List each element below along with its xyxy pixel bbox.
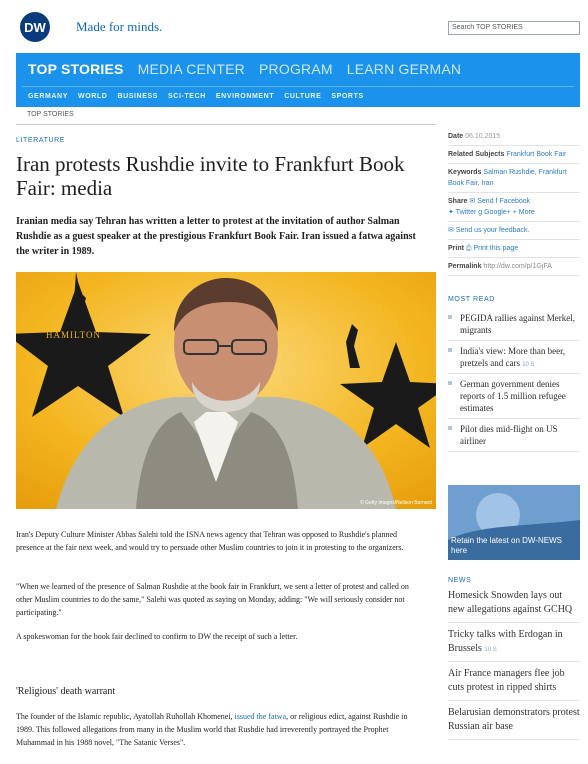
print-label: Print [448, 245, 464, 252]
print-row [448, 240, 580, 258]
nav-media-center[interactable]: MEDIA CENTER [137, 61, 245, 77]
nav-learn-german[interactable]: LEARN GERMAN [346, 61, 462, 77]
video-tag: 10 S [484, 647, 497, 653]
feedback-row [448, 222, 580, 240]
feedback-link[interactable]: ✉ Send us your feedback. [448, 227, 530, 234]
article-sidebar [448, 128, 580, 452]
news-text: Tricky talks with Erdogan in Brussels [448, 629, 563, 654]
share-google[interactable]: g Google+ [478, 209, 511, 216]
article-subhead: 'Religious' death warrant [16, 686, 116, 697]
breadcrumb[interactable]: TOP STORIES [27, 111, 74, 118]
dw-logo-mark: DW [20, 12, 50, 42]
hamilton-sign-text: HAMILTON [46, 330, 102, 340]
bullet-icon [448, 315, 452, 319]
secondary-nav [28, 93, 364, 100]
nav-top-stories[interactable]: TOP STORIES [28, 61, 124, 77]
photo-credit: © Getty Images/Neilson Barnard [359, 500, 432, 506]
paragraph-4-text: The founder of the Islamic republic, Ayatollah Ruhollah Khomenei, [16, 712, 235, 721]
dw-news-promo[interactable] [448, 485, 580, 560]
most-read-item[interactable] [448, 374, 580, 419]
most-read-item[interactable] [448, 308, 580, 341]
dw-logo[interactable] [20, 12, 68, 42]
bullet-icon [448, 381, 452, 385]
news-item[interactable] [448, 701, 580, 740]
share-send-label: Send [477, 198, 494, 205]
print-link[interactable]: ⎙ Print this page [465, 245, 519, 252]
most-read-text: PEGIDA rallies against Merkel, migrants [460, 313, 575, 335]
most-read-item[interactable] [448, 341, 580, 374]
share-google-label: Google+ [484, 209, 511, 216]
article-photo[interactable] [16, 272, 436, 509]
article-paragraph-2: "When we learned of the presence of Salman Rushdie at the book fair in Frankfurt, we sent a letter of protest and called on other Muslim countries to do the same," Salehi was quoted as saying on Monday, adding: "We will seriously consider not participating." [16, 582, 409, 617]
nav-world[interactable]: WORLD [77, 93, 108, 100]
share-twitter[interactable]: ✦ Twitter [448, 209, 477, 216]
subjects-label: Related Subjects [448, 151, 505, 158]
keywords-links[interactable]: Salman Rushdie, Frankfurt Book Fair, Iran [448, 169, 567, 187]
breadcrumb-divider [16, 124, 436, 125]
promo-text: Retain the latest on DW-NEWS here [451, 536, 563, 555]
video-tag: 10 S [522, 362, 535, 368]
print-link-label: Print this page [473, 245, 519, 252]
date-row [448, 128, 580, 146]
date-label: Date [448, 133, 464, 140]
nav-germany[interactable]: GERMANY [28, 93, 68, 100]
nav-culture[interactable]: CULTURE [284, 93, 322, 100]
bullet-icon [448, 426, 452, 430]
article-kicker[interactable]: LITERATURE [16, 137, 66, 144]
most-read-text: Pilot dies mid-flight on US airliner [460, 424, 558, 446]
nav-program[interactable]: PROGRAM [259, 61, 333, 77]
article-teaser: Iranian media say Tehran has written a letter to protest at the invitation of author Salman Rushdie as a guest speaker at the prestigious Frankfurt Book Fair. Iran issued a fatwa against the writer in 1989. [16, 216, 416, 257]
most-read-text: India's view: More than beer, pretzels and cars [460, 346, 565, 368]
photo-illustration [16, 272, 436, 509]
share-more[interactable]: + More [512, 209, 535, 216]
main-navigation [16, 53, 580, 107]
most-read-title: MOST READ [448, 296, 495, 303]
article-headline: Iran protests Rushdie invite to Frankfurt Book Fair: media [16, 152, 405, 200]
news-text: Belarusian demonstrators protest Russian air base [448, 707, 580, 732]
fatwa-link[interactable]: issued the fatwa [234, 712, 287, 721]
most-read-item[interactable] [448, 419, 580, 452]
most-read-list [448, 308, 580, 452]
news-text: Homesick Snowden lays out new allegations against GCHQ [448, 590, 573, 615]
share-send[interactable]: ✉ Send [469, 198, 494, 205]
share-label: Share [448, 198, 468, 205]
article-paragraph-1: Iran's Deputy Culture Minister Abbas Salehi told the ISNA news agency that Tehran was opposed to Rushdie's planned presence at the fair next week, and would try to persuade other Muslim countries to join it in protesting to the organizers. [16, 530, 404, 552]
subjects-link[interactable]: Frankfurt Book Fair [506, 151, 567, 158]
feedback-label: Send us your feedback. [455, 227, 530, 234]
share-facebook-label: Facebook [499, 198, 531, 205]
share-row [448, 193, 580, 222]
share-more-label: More [518, 209, 535, 216]
news-title: NEWS [448, 577, 472, 584]
subjects-row [448, 146, 580, 164]
news-section [448, 577, 580, 740]
site-header [0, 0, 588, 52]
permalink-row [448, 258, 580, 276]
date-value: 06.10.2015 [465, 133, 501, 140]
article-paragraph-4 [16, 710, 426, 749]
news-item[interactable] [448, 662, 580, 701]
nav-environment[interactable]: ENVIRONMENT [215, 93, 275, 100]
site-tagline: Made for minds. [76, 19, 163, 34]
permalink-value[interactable]: http://dw.com/p/1GjFA [483, 263, 552, 270]
share-twitter-label: Twitter [455, 209, 477, 216]
nav-divider [22, 86, 574, 87]
news-item[interactable] [448, 623, 580, 662]
news-text: Air France managers flee job cuts protest in ripped shirts [448, 668, 565, 693]
most-read-text: German government denies reports of 1.5 million refugee estimates [460, 379, 566, 413]
keywords-row [448, 164, 580, 193]
search-input[interactable]: Search TOP STORIES [448, 21, 580, 35]
share-facebook[interactable]: f Facebook [495, 198, 531, 205]
nav-business[interactable]: BUSINESS [117, 93, 159, 100]
news-item[interactable] [448, 584, 580, 623]
bullet-icon [448, 348, 452, 352]
article-paragraph-3: A spokeswoman for the book fair declined to confirm to DW the receipt of such a letter. [16, 632, 298, 641]
primary-nav [28, 61, 461, 77]
paragraph-4-text-end: , or religious edict, against Rushdie in 1989. This followed allegations from many in the Muslim world that Rushdie had irreverently portrayed the Prophet Muhammad in his 1988 novel, "The Satanic Verses". [16, 712, 408, 747]
nav-sci-tech[interactable]: SCI-TECH [168, 93, 206, 100]
permalink-label: Permalink [448, 263, 482, 270]
keywords-label: Keywords [448, 169, 482, 176]
nav-sports[interactable]: SPORTS [331, 93, 364, 100]
